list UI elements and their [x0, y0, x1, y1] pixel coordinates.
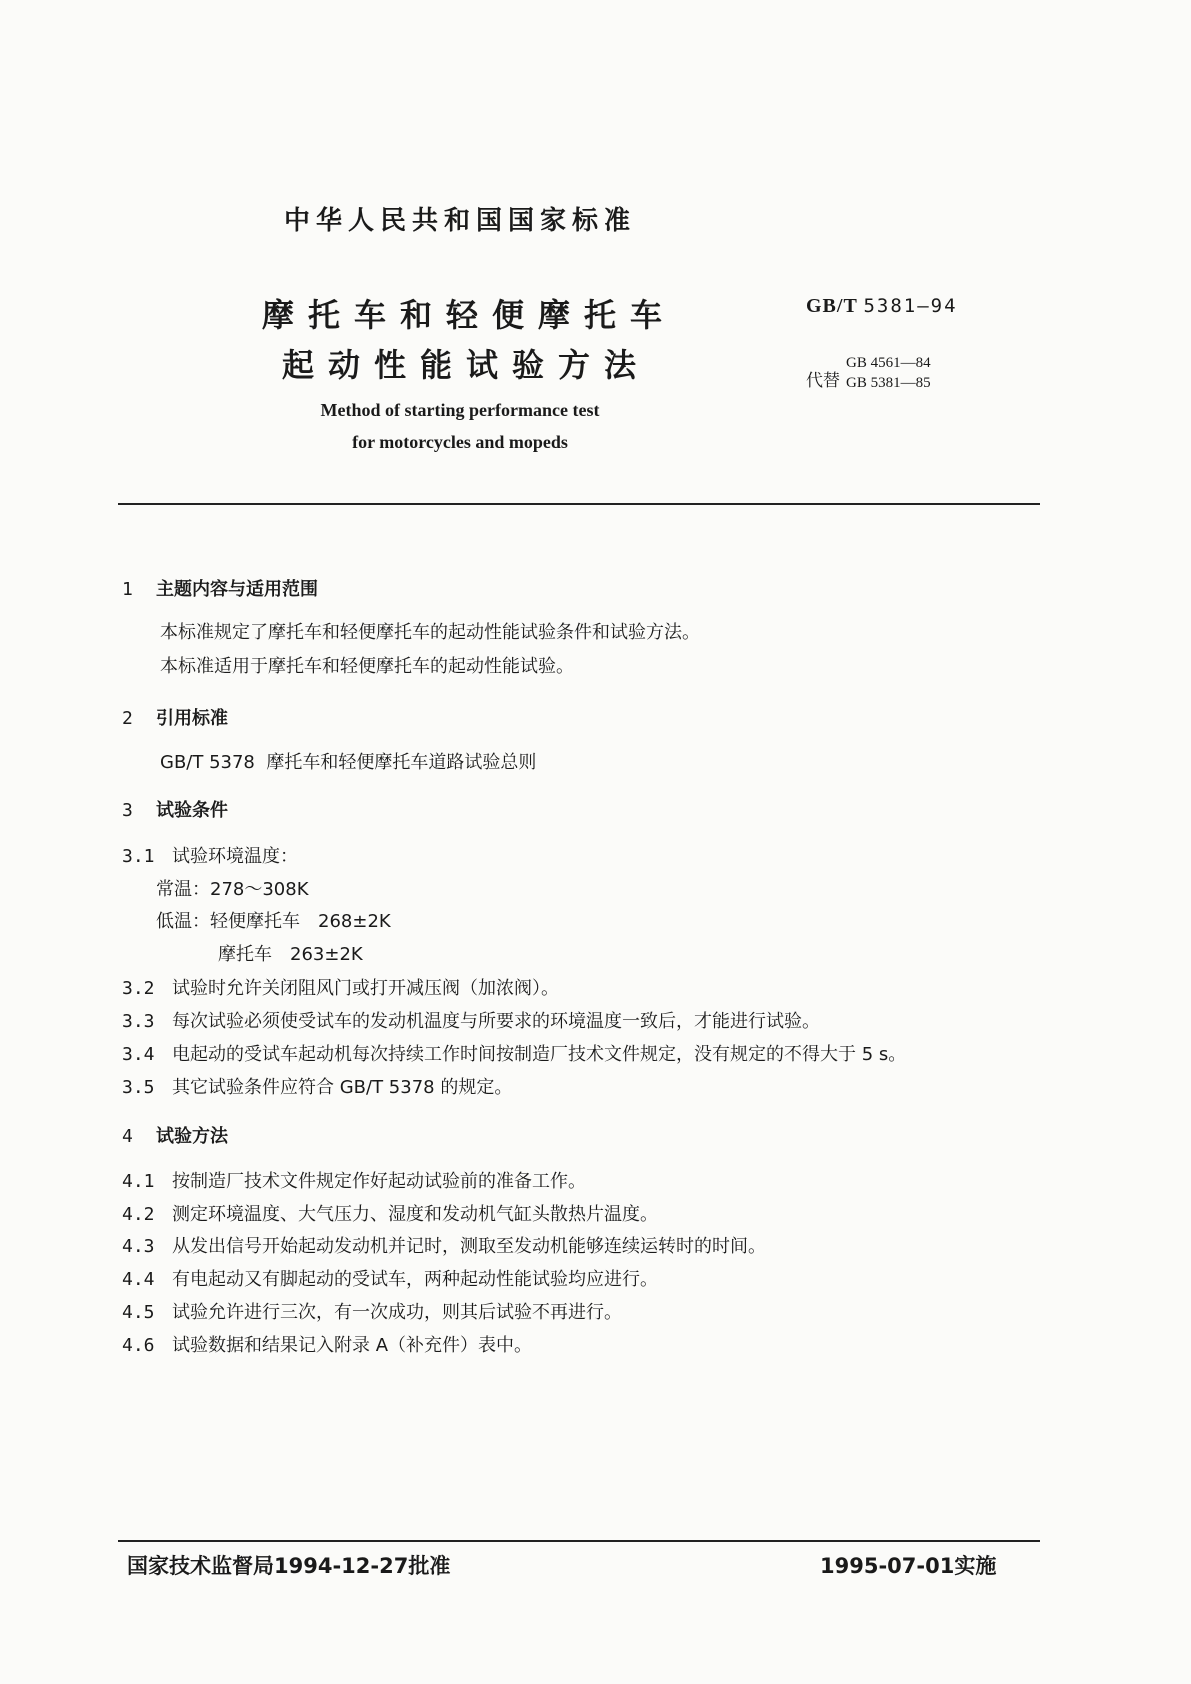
clause-text: 从发出信号开始起动发动机并记时，测取至发动机能够连续运转时的时间。	[172, 1236, 766, 1257]
standard-number	[806, 295, 958, 318]
low-temperature-motorcycle: 摩托车 263±2K	[218, 944, 363, 965]
clause-number: 3.1	[122, 846, 155, 867]
clause-4-6	[122, 1331, 532, 1357]
section-1-heading	[122, 575, 318, 601]
approval-date: 国家技术监督局1994-12-27批准	[127, 1554, 451, 1578]
section-3-number: 3	[122, 800, 133, 821]
replaces-standard-2: GB 5381—85	[846, 375, 931, 391]
clause-4-2	[122, 1200, 658, 1226]
clause-number: 3.3	[122, 1011, 155, 1032]
english-title-line-1: Method of starting performance test	[320, 400, 600, 420]
clause-4-5	[122, 1298, 622, 1324]
section-3-title: 试验条件	[156, 800, 228, 821]
clause-text: 其它试验条件应符合 GB/T 5378 的规定。	[172, 1077, 513, 1098]
clause-number: 4.6	[122, 1335, 155, 1356]
clause-3-2	[122, 974, 559, 1000]
national-standard-heading: 中华人民共和国国家标准	[283, 206, 636, 236]
title-line-2: 起动性能试验方法	[282, 346, 651, 384]
replaces-label: 代替	[806, 371, 840, 391]
english-title-line-2: for motorcycles and mopeds	[352, 432, 568, 452]
header-divider	[118, 503, 1040, 505]
clause-text: 每次试验必须使受试车的发动机温度与所要求的环境温度一致后，才能进行试验。	[172, 1011, 820, 1032]
clause-4-1	[122, 1167, 586, 1193]
clause-text: 电起动的受试车起动机每次持续工作时间按制造厂技术文件规定，没有规定的不得大于 5 s。	[172, 1044, 907, 1065]
section-2-title: 引用标准	[156, 708, 228, 729]
clause-text: 试验允许进行三次，有一次成功，则其后试验不再进行。	[172, 1302, 622, 1323]
clause-text: 试验环境温度：	[172, 846, 298, 867]
section-1-paragraph-1: 本标准规定了摩托车和轻便摩托车的起动性能试验条件和试验方法。	[160, 622, 700, 643]
section-3-heading	[122, 796, 228, 822]
normative-reference	[160, 748, 536, 774]
clause-3-5	[122, 1073, 512, 1099]
clause-number: 4.5	[122, 1302, 155, 1323]
reference-title: 摩托车和轻便摩托车道路试验总则	[266, 752, 537, 773]
clause-text: 试验时允许关闭阻风门或打开减压阀（加浓阀）。	[172, 978, 559, 999]
clause-text: 测定环境温度、大气压力、湿度和发动机气缸头散热片温度。	[172, 1204, 658, 1225]
section-1-number: 1	[122, 579, 133, 600]
section-4-title: 试验方法	[156, 1126, 228, 1147]
clause-number: 4.1	[122, 1171, 155, 1192]
implementation-date: 1995-07-01实施	[820, 1554, 997, 1578]
clause-3-3	[122, 1007, 820, 1033]
standard-prefix: GB/T	[806, 295, 858, 317]
clause-number: 3.4	[122, 1044, 155, 1065]
section-1-paragraph-2: 本标准适用于摩托车和轻便摩托车的起动性能试验。	[160, 656, 574, 677]
normal-temperature: 常温：278～308K	[156, 879, 309, 900]
reference-code: GB/T 5378	[160, 752, 255, 773]
clause-text: 试验数据和结果记入附录 A（补充件）表中。	[172, 1335, 533, 1356]
clause-number: 4.4	[122, 1269, 155, 1290]
clause-number: 4.3	[122, 1236, 155, 1257]
clause-3-4	[122, 1040, 906, 1066]
section-2-heading	[122, 704, 228, 730]
title-line-1: 摩托车和轻便摩托车	[262, 296, 677, 334]
section-1-title: 主题内容与适用范围	[156, 579, 318, 600]
clause-4-3	[122, 1232, 766, 1258]
section-4-heading	[122, 1122, 228, 1148]
standard-number-value: 5381—94	[863, 295, 958, 317]
clause-3-1	[122, 842, 298, 868]
section-2-number: 2	[122, 708, 133, 729]
low-temperature-moped: 低温：轻便摩托车 268±2K	[156, 911, 391, 932]
clause-text: 有电起动又有脚起动的受试车，两种起动性能试验均应进行。	[172, 1269, 658, 1290]
section-4-number: 4	[122, 1126, 133, 1147]
clause-number: 4.2	[122, 1204, 155, 1225]
replaces-standard-1: GB 4561—84	[846, 355, 931, 371]
footer-divider	[118, 1540, 1040, 1542]
clause-text: 按制造厂技术文件规定作好起动试验前的准备工作。	[172, 1171, 586, 1192]
clause-4-4	[122, 1265, 658, 1291]
clause-number: 3.5	[122, 1077, 155, 1098]
clause-number: 3.2	[122, 978, 155, 999]
